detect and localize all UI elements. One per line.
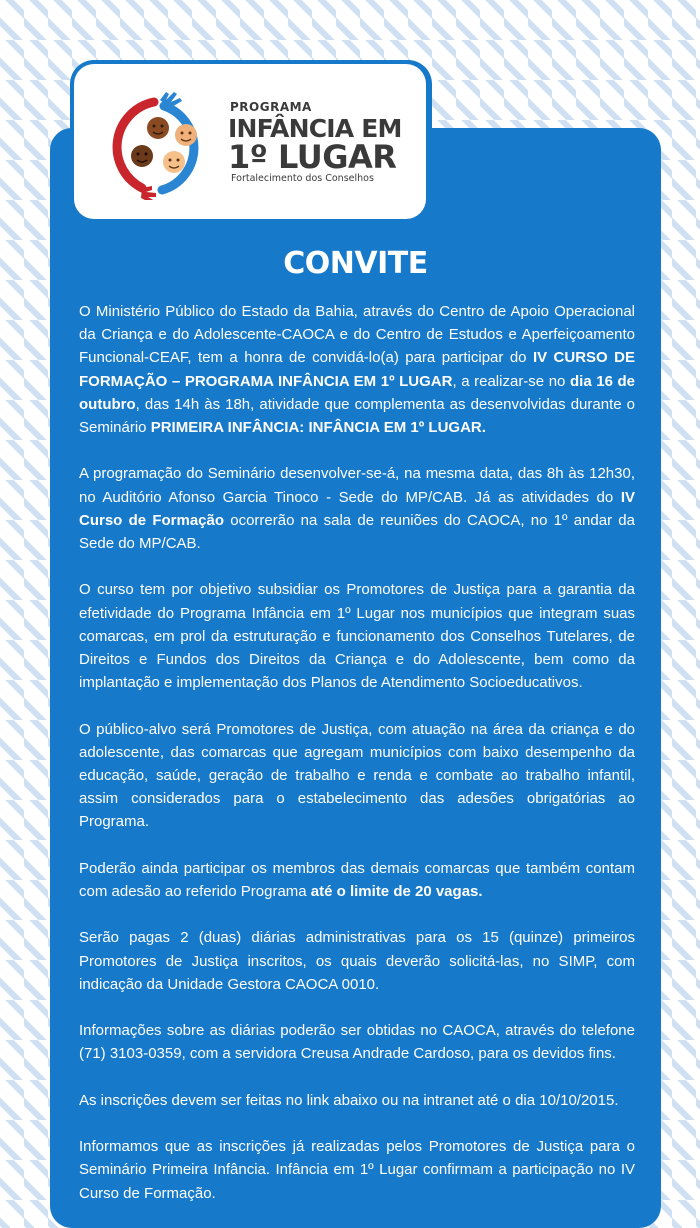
logo-program-label: PROGRAMA <box>230 100 312 114</box>
p1-text-2: , a realizar-se no <box>452 372 570 390</box>
invitation-body <box>79 300 635 1228</box>
paragraph-objective: O curso tem por objetivo subsidiar os Promotores de Justiça para a garantia da efetividade do Programa Infância em 1º Lugar nos municípios que integram suas comarcas, em prol da estruturação e funcionamento dos Conselhos Tutelares, de Direitos e Fundos dos Direitos da Criança e do Adolescente, bem como da implantação e implementação dos Planos de Atendimento Socioeducativos. <box>79 581 635 692</box>
page-title: CONVITE <box>283 246 428 281</box>
p5-text-1: Poderão ainda participar os membros das demais comarcas que também contam com adesão ao referido Programa <box>79 859 635 901</box>
logo-subtitle: Fortalecimento dos Conselhos <box>231 173 374 184</box>
p5-bold-limit: até o limite de 20 vagas. <box>310 883 483 901</box>
logo-title-line1: INFÂNCIA EM <box>228 114 402 143</box>
p1-bold-course: IV CURSO DE FORMAÇÃO – PROGRAMA INFÂNCIA EM 1º LUGAR <box>79 349 635 390</box>
program-logo <box>74 64 426 219</box>
paragraph-audience: O público-alvo será Promotores de Justiça, com atuação na área da criança e do adolescente, das comarcas que agregam municípios com baixo desempenho da educação, saúde, geração de trabalho e renda e combate ao trabalho infantil, assim considerados para o estabelecimento das adesões obrigatórias ao Programa. <box>79 720 635 831</box>
paragraph-intro <box>79 300 635 439</box>
paragraph-allowances: Serão pagas 2 (duas) diárias administrativas para os 15 (quinze) primeiros Promotores de Justiça inscritos, os quais deverão solicitá-las, no SIMP, com indicação da Unidade Gestora CAOCA 0010. <box>79 929 635 993</box>
children-circle-logo-icon <box>102 90 232 200</box>
p1-bold-seminar: PRIMEIRA INFÂNCIA: INFÂNCIA EM 1º LUGAR. <box>150 419 486 437</box>
p1-bold-date: dia 16 de outubro <box>79 372 635 413</box>
p2-bold-course: IV Curso de Formação <box>79 488 635 529</box>
p2-text-2: ocorrerão na sala de reuniões do CAOCA, no 1º andar da Sede do MP/CAB. <box>79 511 635 553</box>
logo-title-line2: 1º LUGAR <box>228 138 397 176</box>
paragraph-schedule <box>79 462 635 555</box>
paragraph-other-participants <box>79 857 635 903</box>
p1-text-1: O Ministério Público do Estado da Bahia, através do Centro de Apoio Operacional da Criança e do Adolescente-CAOCA e do Centro de Estudos e Aperfeiçoamento Funcional-CEAF, tem a honra de convidá-lo(a) para participar do <box>79 303 635 367</box>
paragraph-confirmation: Informamos que as inscrições já realizadas pelos Promotores de Justiça para o Seminário Primeira Infância. Infância em 1º Lugar confirmam a participação no IV Curso de Formação. <box>79 1138 635 1202</box>
p2-text-1: A programação do Seminário desenvolver-se-á, na mesma data, das 8h às 12h30, no Auditório Afonso Garcia Tinoco - Sede do MP/CAB. Já as atividades do <box>79 465 635 506</box>
p1-text-3: , das 14h às 18h, atividade que complementa as desenvolvidas durante o Seminário <box>79 395 635 437</box>
paragraph-info: Informações sobre as diárias poderão ser obtidas no CAOCA, através do telefone (71) 3103-0359, com a servidora Creusa Andrade Cardoso, para os devidos fins. <box>79 1022 635 1063</box>
paragraph-registration: As inscrições devem ser feitas no link abaixo ou na intranet até o dia 10/10/2015. <box>79 1091 619 1109</box>
